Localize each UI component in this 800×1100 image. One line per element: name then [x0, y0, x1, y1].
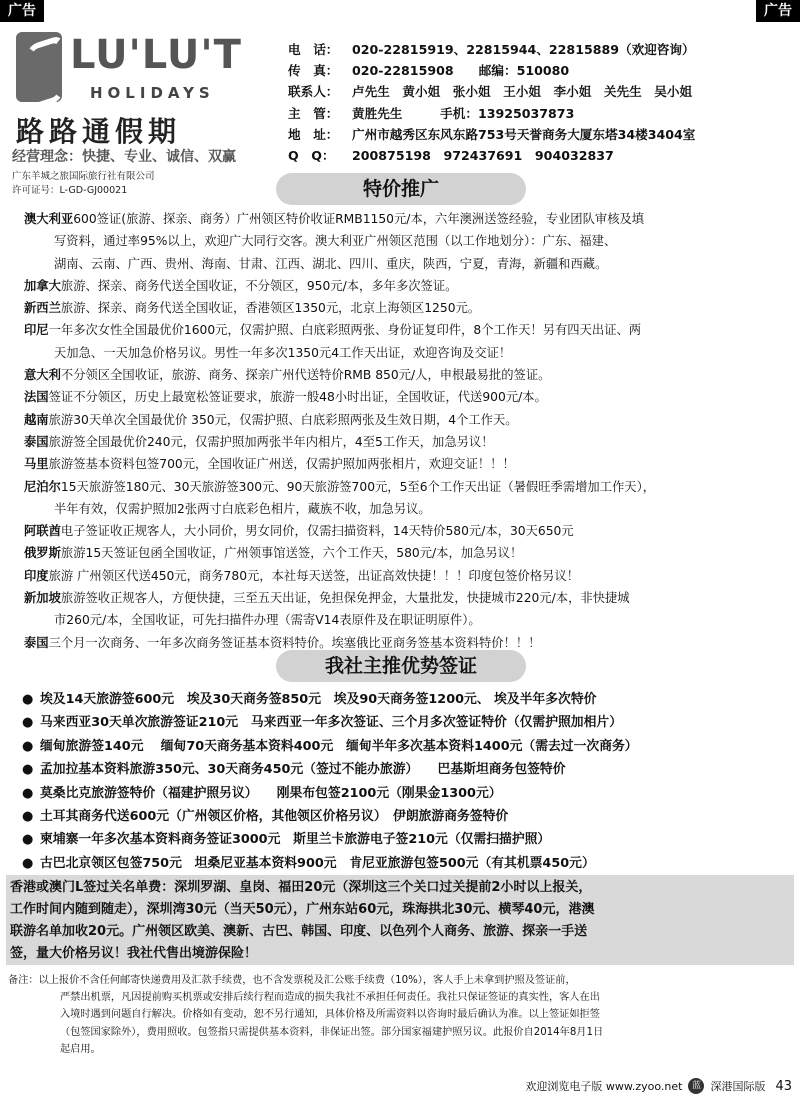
- promo-country: 越南: [24, 412, 49, 427]
- promo-text: 电子签证收正规客人，大小同价，男女同价，仅需扫描资料，14天特价580元/本，30天650元: [60, 524, 574, 539]
- notes-section: [8, 972, 793, 1058]
- logo-holidays: HOLIDAYS: [90, 84, 215, 102]
- promo-country: 新加坡: [24, 591, 61, 606]
- bullet-icon: ●: [22, 715, 34, 731]
- promo-item: [24, 542, 788, 564]
- bullet-icon: ●: [22, 785, 34, 801]
- promo-text: 旅游、探亲、商务代送全国收证，香港领区1350元，北京上海领区1250元。: [60, 301, 481, 316]
- promo-country: 俄罗斯: [24, 546, 61, 561]
- promo-text: 15天旅游签180元、30天旅游签300元、90天旅游签700元，5至6个工作天出证（暑假旺季需增加工作天），: [60, 479, 656, 494]
- promo-line: [24, 520, 788, 542]
- bullet-icon: ●: [22, 692, 34, 707]
- promo-text: 旅游 广州领区代送450元，商务780元，本社每天送签，出证高效快捷！！！印度包签价格另议！: [48, 568, 580, 583]
- license-number: 许可证号：L-GD-GJ00021: [12, 185, 128, 196]
- visa-item-text: 土耳其商务代送600元（广州领区价格，其他领区价格另议） 伊朗旅游商务签特价: [40, 809, 509, 825]
- promo-text: 一年多次女性全国最优价1600元，仅需护照、白底彩照两张、身份证复印件，8个工作天！另有四天出证、两: [48, 323, 642, 338]
- note-text: 严禁出机票，凡因提前购买机票或安排后续行程而造成的损失我社不承担任何责任。我社只保证签证的真实性，客人在出: [60, 992, 600, 1004]
- promo-line: [24, 409, 788, 431]
- contact-manager: 主 管： 黄胜先生 手机：13925037873: [288, 105, 575, 121]
- visa-list-item: [22, 805, 792, 828]
- promo-item: [24, 297, 788, 319]
- promo-line: [24, 297, 788, 319]
- promo-text: 不分领区全国收证，旅游、商务、探亲广州代送特价RMB 850元/人，申根最易批的签证。: [60, 368, 551, 383]
- promo-text: 旅游签全国最优价240元，仅需护照加两张半年内相片，4至5工作天，加急另议！: [48, 434, 494, 449]
- promo-line-continued: 湖南、云南、广西、贵州、海南、甘肃、江西、湖北、四川、重庆，陕西，宁夏，青海，新疆和西藏。: [54, 256, 608, 271]
- visa-list-item: [22, 758, 792, 781]
- company-logo: [8, 26, 270, 196]
- visa-list-item: [22, 852, 792, 875]
- visa-list-item: [22, 688, 792, 711]
- promo-text: 旅游签基本资料包签700元，全国收证广州送，仅需护照加两张相片，欢迎交证！！！: [48, 457, 515, 472]
- promo-country: 意大利: [24, 368, 61, 383]
- visa-item-text: 古巴北京领区包签750元 坦桑尼亚基本资料900元 肯尼亚旅游包签500元（有其机票450元）: [40, 855, 595, 871]
- note-text: 起启用。: [60, 1043, 101, 1055]
- promo-item: [24, 364, 788, 386]
- promo-line: [24, 386, 788, 408]
- bullet-icon: ●: [22, 809, 34, 825]
- visa-item-text: 柬埔寨一年多次基本资料商务签证3000元 斯里兰卡旅游电子签210元（仅需扫描护照）: [40, 832, 551, 848]
- promo-line: [24, 476, 788, 498]
- notes-label: 备注：: [8, 975, 39, 986]
- bullet-icon: ●: [22, 855, 34, 871]
- promo-list: [24, 208, 788, 654]
- promo-line: [24, 542, 788, 564]
- promo-line: [24, 275, 788, 297]
- visa-item-text: 埃及14天旅游签600元 埃及30天商务签850元 埃及90天商务签1200元、 埃及半年多次特价: [40, 692, 597, 707]
- promo-item: [24, 587, 788, 632]
- promo-text: 600签证(旅游、探亲、商务）广州领区特价收证RMB1150元/本，六年澳洲送签经验，专业团队审核及填: [73, 212, 645, 226]
- bullet-icon: ●: [22, 738, 34, 754]
- visa-list-item: [22, 828, 792, 851]
- promo-country: 加拿大: [24, 278, 61, 293]
- promo-text: 旅游、探亲、商务代送全国收证，不分领区，950元/本，多年多次签证。: [60, 278, 458, 293]
- main-section-title: 我社主推优势签证: [276, 650, 526, 682]
- contact-address: 地 址： 广州市越秀区东风东路753号天誉商务大厦东塔34楼3404室: [288, 126, 696, 142]
- promo-text: 旅游签收正规客人，方便快捷，三至五天出证，免担保免押金，大量批发，快捷城市220元/本，非快捷城: [60, 591, 630, 606]
- promo-item: [24, 520, 788, 542]
- promo-line: [24, 453, 788, 475]
- contact-persons: 联系人： 卢先生 黄小姐 张小姐 王小姐 李小姐 关先生 吴小姐: [288, 84, 693, 100]
- contact-qq: Q Q： 200875198 972437691 904032837: [288, 148, 614, 164]
- edition-name: 深港国际版: [710, 1080, 766, 1093]
- fee-line: 工作时间内随到随走），深圳湾30元（当天50元），广州东站60元，珠海拱北30元、横琴40元，港澳: [10, 902, 595, 917]
- promo-text: 签证不分领区，历史上最宽松签证要求，旅游一般48小时出证，全国收证，代送900元/本。: [48, 390, 547, 405]
- promo-section-title: 特价推广: [276, 173, 526, 205]
- promo-item: [24, 319, 788, 364]
- bullet-icon: ●: [22, 832, 34, 848]
- promo-country: 阿联酋: [24, 524, 61, 539]
- visa-item-text: 缅甸旅游签140元 缅甸70天商务基本资料400元 缅甸半年多次基本资料1400元（需去过一次商务）: [40, 738, 638, 754]
- fee-line: 联游名单加收20元。广州领区欧美、澳新、古巴、韩国、印度、以色列个人商务、旅游、探亲一手送: [10, 924, 588, 939]
- promo-item: [24, 476, 788, 521]
- note-line: [8, 1041, 793, 1058]
- note-line: [8, 1024, 793, 1041]
- visa-list-item: [22, 782, 792, 805]
- promo-country: 泰国: [24, 434, 49, 449]
- promo-text: 旅游15天签证包函全国收证，广州领事馆送签，六个工作天，580元/本，加急另议！: [60, 546, 523, 561]
- promo-text: 旅游30天单次全国最优价 350元，仅需护照、白底彩照两张及生效日期，4个工作天。: [48, 412, 518, 427]
- edition-emblem-icon: 蓝: [688, 1078, 704, 1094]
- fee-line: 签，量大价格另议！我社代售出境游保险！: [10, 946, 258, 961]
- promo-country: 泰国: [24, 635, 49, 650]
- company-name: 广东羊城之旅国际旅行社有限公司: [12, 171, 155, 182]
- note-text: 以上报价不含任何邮寄快递费用及汇款手续费，也不含发票税及汇公账手续费（10%），客人手上未拿到护照及签证前，: [38, 975, 576, 986]
- logo-chinese: 路路通假期: [16, 115, 182, 148]
- promo-country: 尼泊尔: [24, 479, 61, 494]
- promo-line-continued: 半年有效，仅需护照加2张两寸白底彩色相片，藏族不收，加急另议。: [54, 501, 431, 516]
- promo-line: [24, 208, 788, 230]
- visa-item-text: 莫桑比克旅游签特价（福建护照另议） 刚果布包签2100元（刚果金1300元）: [40, 785, 502, 801]
- main-visa-list: [22, 688, 792, 875]
- note-text: （包签国家除外），费用照收。包签指只需提供基本资料，非保证出签。部分国家福建护照另议。此报价自2014年8月1日: [60, 1026, 604, 1038]
- promo-item: [24, 431, 788, 453]
- promo-line: [24, 587, 788, 609]
- promo-country: 印度: [24, 568, 49, 583]
- logo-english: LU'LU'T: [70, 32, 242, 78]
- bullet-icon: ●: [22, 762, 34, 778]
- promo-country: 新西兰: [24, 301, 61, 316]
- note-line: [8, 989, 793, 1006]
- note-text: 入境时遇到问题自行解决。价格如有变动，恕不另行通知，具体价格及所需资料以咨询时最后确认为准。以上签证如拒签: [60, 1009, 600, 1021]
- page-number: 43: [775, 1078, 792, 1094]
- visa-list-item: [22, 735, 792, 758]
- hk-macau-fee-box: [6, 875, 794, 965]
- contact-fax: 传 真： 020-22815908 邮编：510080: [288, 63, 570, 79]
- promo-item: [24, 453, 788, 475]
- contact-phone: 电 话： 020-22815919、22815944、22815889（欢迎咨询）: [288, 42, 695, 58]
- footer-website[interactable]: 欢迎浏览电子版 www.zyoo.net: [525, 1080, 683, 1093]
- promo-item: [24, 386, 788, 408]
- promo-country: 法国: [24, 390, 49, 405]
- promo-line: [24, 431, 788, 453]
- promo-item: [24, 275, 788, 297]
- fee-line: 香港或澳门L签过关名单费：深圳罗湖、皇岗、福田20元（深圳这三个关口过关提前2小时以上报关，: [10, 880, 592, 895]
- promo-country: 印尼: [24, 323, 49, 338]
- business-motto: 经营理念：快捷、专业、诚信、双赢: [12, 149, 236, 165]
- promo-line: [24, 319, 788, 341]
- promo-country: 马里: [24, 457, 49, 472]
- visa-item-text: 孟加拉基本资料旅游350元、30天商务450元（签过不能办旅游） 巴基斯坦商务包签特价: [40, 762, 566, 778]
- ad-label-left: 广告: [0, 0, 44, 22]
- visa-item-text: 马来西亚30天单次旅游签证210元 马来西亚一年多次签证、三个月多次签证特价（仅需护照加相片）: [40, 715, 622, 731]
- promo-line-continued: 市260元/本，全国收证，可先扫描件办理（需寄V14表原件及在职证明原件）。: [54, 613, 481, 628]
- ad-label-right: 广告: [756, 0, 800, 22]
- promo-country: 澳大利亚: [24, 212, 74, 226]
- promo-item: [24, 565, 788, 587]
- promo-line: [24, 364, 788, 386]
- note-line: [8, 972, 793, 989]
- contact-info: [288, 38, 793, 165]
- promo-item: [24, 208, 788, 275]
- promo-line: [24, 565, 788, 587]
- promo-text: 三个月一次商务、一年多次商务签证基本资料特价。埃塞俄比亚商务签基本资料特价！！！: [48, 635, 541, 650]
- note-line: [8, 1006, 793, 1023]
- promo-item: [24, 409, 788, 431]
- logo-mark-icon: [16, 32, 62, 102]
- visa-list-item: [22, 711, 792, 734]
- promo-line-continued: 天加急、一天加急价格另议。男性一年多次1350元4工作天出证，欢迎咨询及交证！: [54, 345, 512, 360]
- promo-line-continued: 写资料，通过率95%以上，欢迎广大同行交客。澳大利亚广州领区范围（以工作地划分）：广东、福建、: [54, 234, 617, 249]
- page-footer: [525, 1078, 792, 1094]
